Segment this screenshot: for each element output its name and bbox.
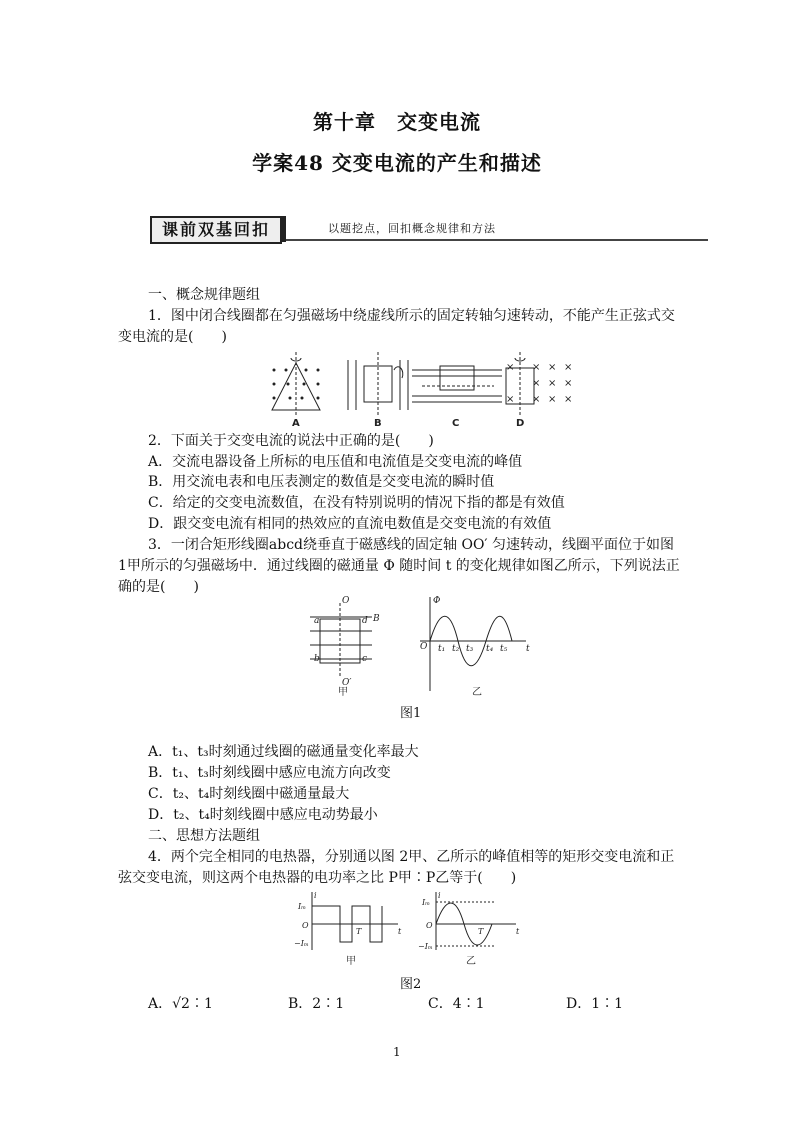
q4-figure bbox=[294, 890, 526, 968]
svg-text:t₁: t₁ bbox=[438, 644, 446, 654]
svg-text:O: O bbox=[426, 921, 433, 930]
q3-stem-line2: 1甲所示的匀强磁场中．通过线圈的磁通量 Φ 随时间 t 的变化规律如图乙所示，下列说法正 bbox=[118, 558, 680, 574]
svg-text:T: T bbox=[478, 927, 484, 936]
q4-stem-line2: 弦交变电流，则这两个电热器的电功率之比 P甲∶P乙等于( ) bbox=[118, 870, 517, 886]
q3-option-b: B．t₁、t₃时刻线圈中感应电流方向改变 bbox=[148, 765, 391, 781]
q4-option-a: A．√2∶1 bbox=[148, 996, 213, 1012]
svg-text:×: × bbox=[548, 394, 557, 405]
q1-figure bbox=[262, 350, 574, 428]
svg-text:×: × bbox=[564, 378, 573, 389]
svg-text:O: O bbox=[302, 921, 309, 930]
q4-fig-jia: 甲 bbox=[346, 956, 356, 967]
q1-label-b: B bbox=[374, 418, 382, 428]
svg-text:t₃: t₃ bbox=[466, 644, 474, 654]
svg-text:×: × bbox=[548, 362, 557, 373]
svg-text:T: T bbox=[356, 927, 362, 936]
svg-text:Iₘ: Iₘ bbox=[422, 898, 431, 907]
svg-text:×: × bbox=[564, 394, 573, 405]
q4-option-b: B．2∶1 bbox=[288, 996, 345, 1012]
svg-text:×: × bbox=[532, 362, 541, 373]
svg-text:O: O bbox=[420, 642, 428, 652]
q3-option-c: C．t₂、t₄时刻线圈中磁通量最大 bbox=[148, 786, 350, 802]
svg-text:a: a bbox=[314, 616, 320, 626]
svg-text:×: × bbox=[532, 378, 541, 389]
svg-text:i: i bbox=[438, 891, 441, 900]
section-heading-1: 一、概念规律题组 bbox=[148, 287, 260, 303]
svg-text:×: × bbox=[548, 378, 557, 389]
svg-text:−Iₘ: −Iₘ bbox=[294, 939, 309, 948]
svg-text:t₂: t₂ bbox=[452, 644, 460, 654]
q3-figure bbox=[300, 593, 532, 697]
section-heading-2: 二、思想方法题组 bbox=[148, 828, 260, 844]
q3-stem-line1: 3．一闭合矩形线圈abcd绕垂直于磁感线的固定轴 OO′ 匀速转动，线圈平面位于如图 bbox=[148, 537, 675, 553]
svg-text:Iₘ: Iₘ bbox=[298, 902, 307, 911]
svg-text:O′: O′ bbox=[342, 678, 352, 688]
q4-fig-caption: 图2 bbox=[400, 977, 422, 992]
q2-option-a: A．交流电器设备上所标的电压值和电流值是交变电流的峰值 bbox=[148, 454, 523, 470]
q3-option-a: A．t₁、t₃时刻通过线圈的磁通量变化率最大 bbox=[148, 744, 419, 760]
banner-label: 课前双基回扣 bbox=[150, 216, 282, 244]
q1-label-c: C bbox=[452, 418, 460, 428]
svg-text:t: t bbox=[516, 927, 520, 936]
q4-stem-line1: 4．两个完全相同的电热器，分别通以图 2甲、乙所示的峰值相等的矩形交变电流和正 bbox=[148, 849, 675, 865]
svg-text:t₄: t₄ bbox=[486, 644, 494, 654]
q2-option-c: C．给定的交变电流数值，在没有特别说明的情况下指的都是有效值 bbox=[148, 495, 565, 511]
page-number: 1 bbox=[393, 1045, 401, 1059]
svg-text:d: d bbox=[362, 616, 368, 626]
section-banner bbox=[150, 214, 708, 244]
svg-text:O: O bbox=[342, 596, 350, 606]
banner-rule bbox=[286, 239, 708, 241]
svg-text:i: i bbox=[314, 891, 317, 900]
svg-text:−Iₘ: −Iₘ bbox=[418, 942, 433, 951]
q1-stem-line1: 1．图中闭合线圈都在匀强磁场中绕虚线所示的固定转轴匀速转动，不能产生正弦式交 bbox=[148, 308, 675, 324]
q1-stem-line2: 变电流的是( ) bbox=[118, 329, 227, 345]
svg-text:t: t bbox=[526, 644, 530, 654]
q1-label-d: D bbox=[516, 418, 525, 428]
q3-stem-line3: 确的是( ) bbox=[118, 579, 199, 595]
svg-text:B: B bbox=[373, 614, 380, 624]
q2-stem: 2．下面关于交变电流的说法中正确的是( ) bbox=[148, 433, 434, 449]
q4-fig-yi: 乙 bbox=[466, 956, 476, 967]
svg-text:t: t bbox=[398, 927, 402, 936]
svg-text:c: c bbox=[362, 654, 368, 664]
q1-label-a: A bbox=[292, 418, 300, 428]
q3-fig-caption: 图1 bbox=[400, 706, 422, 721]
svg-text:×: × bbox=[506, 394, 515, 405]
q3-fig-jia: 甲 bbox=[338, 687, 348, 697]
q2-option-d: D．跟交变电流有相同的热效应的直流电数值是交变电流的有效值 bbox=[148, 516, 552, 532]
svg-text:Φ: Φ bbox=[433, 596, 441, 606]
q2-option-b: B．用交流电表和电压表测定的数值是交变电流的瞬时值 bbox=[148, 474, 495, 490]
svg-text:×: × bbox=[564, 362, 573, 373]
q3-fig-yi: 乙 bbox=[472, 687, 482, 697]
chapter-title: 第十章 交变电流 bbox=[313, 110, 481, 134]
banner-subtitle: 以题挖点，回扣概念规律和方法 bbox=[328, 222, 496, 235]
svg-text:×: × bbox=[532, 394, 541, 405]
q4-option-c: C．4∶1 bbox=[428, 996, 485, 1012]
svg-text:b: b bbox=[314, 654, 320, 664]
q4-option-d: D．1∶1 bbox=[566, 996, 624, 1012]
lesson-title: 学案48 交变电流的产生和描述 bbox=[252, 151, 542, 175]
q3-option-d: D．t₂、t₄时刻线圈中感应电动势最小 bbox=[148, 807, 378, 823]
svg-text:t₅: t₅ bbox=[500, 644, 508, 654]
svg-text:×: × bbox=[506, 362, 515, 373]
